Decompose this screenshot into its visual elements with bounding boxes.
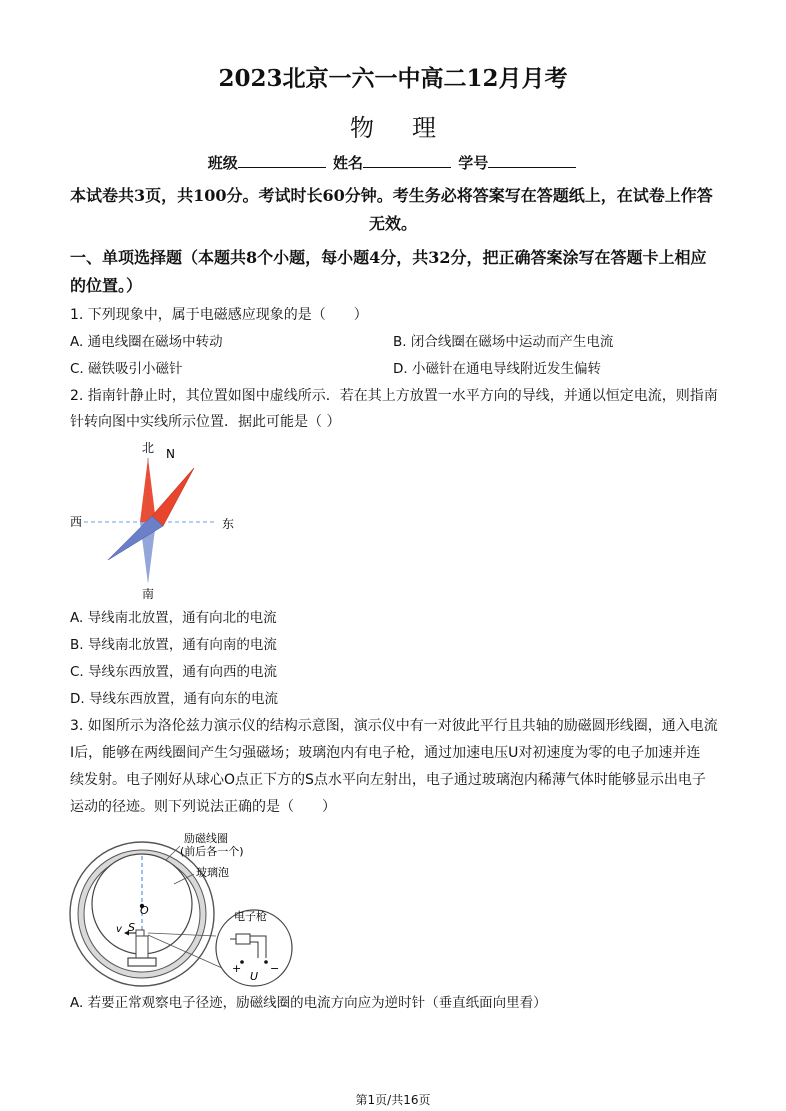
label-coil: 励磁线圈: [184, 832, 228, 845]
q1-option-a: A. 通电线圈在磁场中转动: [70, 334, 223, 350]
label-s: S: [128, 921, 135, 934]
label-u: U: [250, 970, 259, 983]
needle-rotated-south: [108, 516, 163, 560]
section-heading-2: 的位置。）: [70, 276, 143, 295]
gun-nozzle: [136, 930, 144, 936]
bulb-base: [128, 958, 156, 966]
bulb-stem: [136, 936, 148, 960]
q3-stem-line-3: 续发射。电子刚好从球心O点正下方的S点水平向左射出，电子通过玻璃泡内稀薄气体时能够显示出电子: [70, 772, 706, 788]
q2-stem-line-1: 2. 指南针静止时，其位置如图中虚线所示．若在其上方放置一水平方向的导线，并通以恒定电流，则指南: [70, 388, 718, 404]
q1-option-c: C. 磁铁吸引小磁针: [70, 361, 183, 377]
name-label: 姓名: [332, 154, 363, 172]
q1-option-b: B. 闭合线圈在磁场中运动而产生电流: [393, 334, 614, 350]
subject-title: 物理: [350, 114, 474, 142]
q1-stem: 1. 下列现象中，属于电磁感应现象的是（ ）: [70, 307, 368, 323]
q3-stem-line-2: I后，能够在两线圈间产生匀强磁场；玻璃泡内有电子枪，通过加速电压U对初速度为零的电子加速并连: [70, 745, 701, 761]
exam-title: 2023北京一六一中高二12月月考: [218, 65, 568, 92]
section-heading-1: 一、单项选择题（本题共8个小题，每小题4分，共32分，把正确答案涂写在答题卡上相应: [70, 248, 707, 267]
notice-line-1: 本试卷共3页，共100分。考试时长60分钟。考生务必将答案写在答题纸上，在试卷上作答: [70, 186, 713, 205]
q3-stem-line-4: 运动的径迹。则下列说法正确的是（ ）: [70, 799, 336, 815]
label-north: 北: [142, 441, 155, 455]
label-south: 南: [142, 587, 155, 601]
label-east: 东: [222, 517, 235, 531]
needle-original-north: [140, 458, 156, 522]
name-blank: [363, 153, 451, 168]
class-blank: [238, 153, 326, 168]
label-bulb: 玻璃泡: [196, 866, 229, 879]
label-minus: −: [270, 962, 280, 975]
compass-figure: [66, 436, 246, 606]
label-gun: 电子枪: [234, 910, 267, 923]
q2-stem-line-2: 针转向图中实线所示位置．据此可能是（ ）: [70, 414, 341, 430]
q3-option-a: A. 若要正常观察电子径迹，励磁线圈的电流方向应为逆时针（垂直纸面向里看）: [70, 995, 547, 1011]
label-coil-note: (前后各一个): [180, 845, 244, 858]
id-label: 学号: [458, 154, 489, 172]
label-plus: +: [232, 962, 242, 975]
page-footer: 第1页/共16页: [355, 1093, 431, 1107]
label-o: O: [140, 904, 149, 917]
q2-option-d: D. 导线东西放置，通有向东的电流: [70, 691, 278, 707]
notice-line-2: 无效。: [368, 214, 417, 233]
terminal-minus-dot: [264, 960, 268, 964]
label-west: 西: [70, 515, 83, 529]
q3-stem-line-1: 3. 如图所示为洛伦兹力演示仪的结构示意图，演示仪中有一对彼此平行且共轴的励磁圆形线圈，通入电流: [70, 718, 718, 734]
id-blank: [488, 153, 576, 168]
needle-rotated-north: [152, 468, 194, 526]
label-n: N: [166, 447, 175, 461]
gun-cathode: [236, 934, 250, 944]
student-info-line: [0, 152, 786, 173]
class-label: 班级: [207, 154, 238, 172]
lorentz-apparatus-figure: [66, 822, 306, 990]
q2-option-a: A. 导线南北放置，通有向北的电流: [70, 610, 277, 626]
q2-option-c: C. 导线东西放置，通有向西的电流: [70, 664, 278, 680]
label-v: v: [116, 924, 122, 935]
q1-option-d: D. 小磁针在通电导线附近发生偏转: [393, 361, 601, 377]
q2-option-b: B. 导线南北放置，通有向南的电流: [70, 637, 277, 653]
